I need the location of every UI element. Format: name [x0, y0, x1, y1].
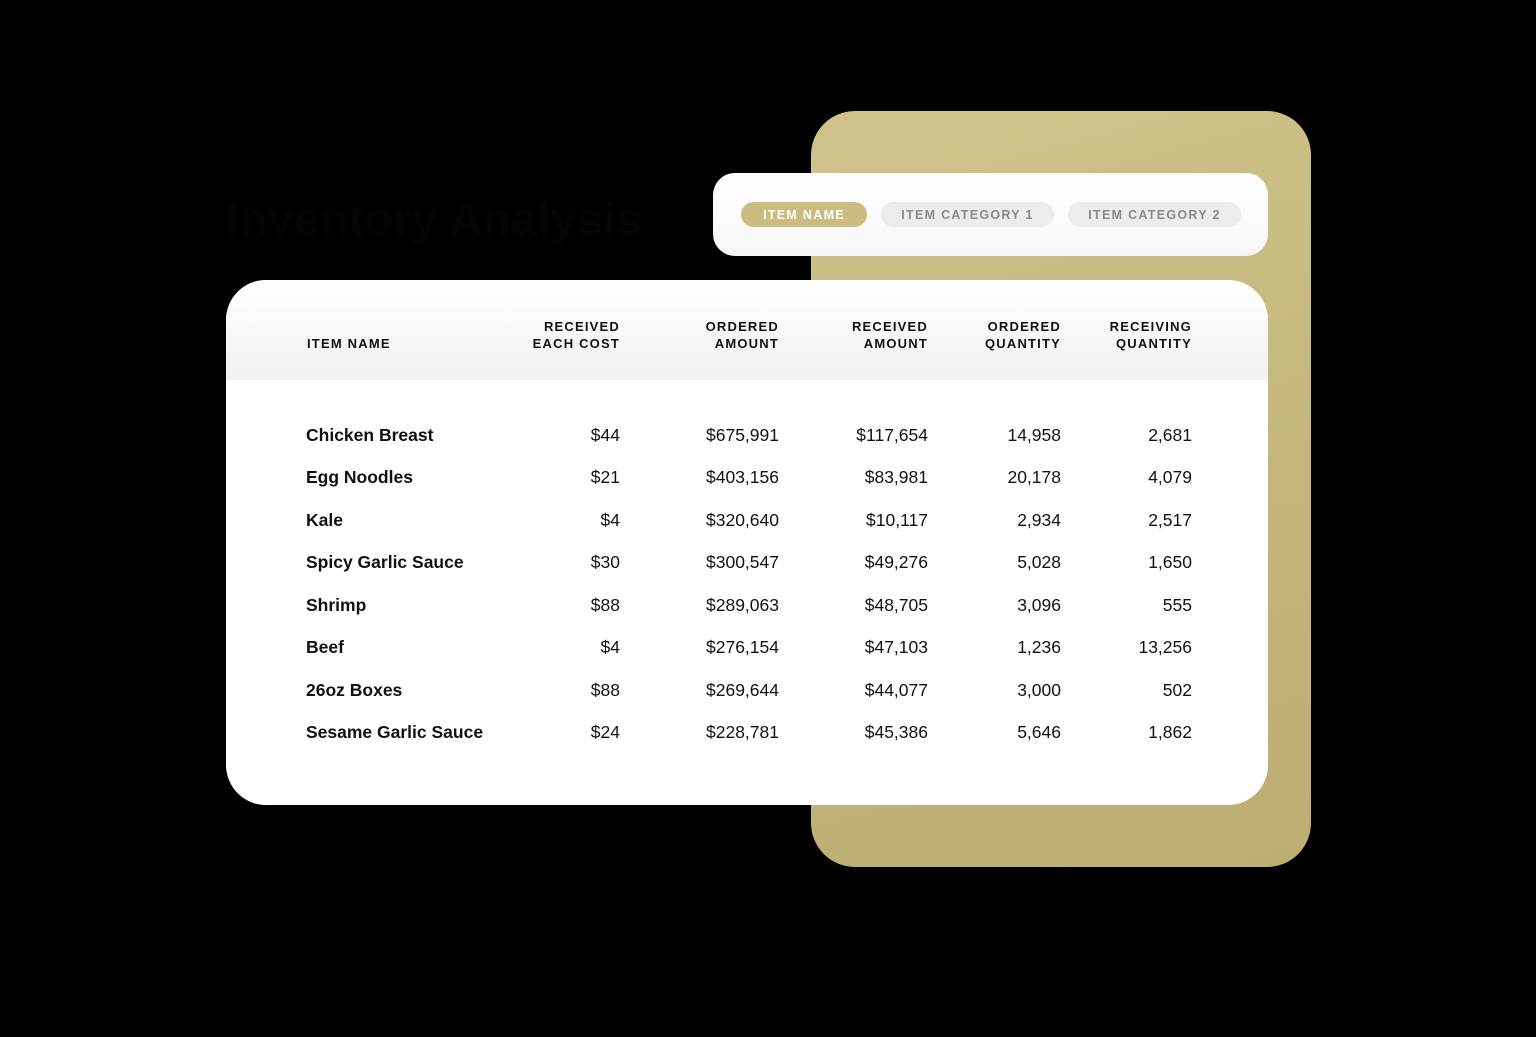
cell-received-amount: $10,117: [866, 510, 928, 530]
cell-received-each-cost: $21: [590, 467, 620, 487]
cell-received-each-cost: $4: [600, 510, 620, 530]
tab-bar: [713, 173, 1268, 256]
column-header-label-line2: QUANTITY: [984, 336, 1061, 351]
cell-received-each-cost: $30: [590, 552, 620, 572]
cell-item-name: Beef: [306, 637, 344, 657]
cell-item-name: Sesame Garlic Sauce: [306, 722, 484, 742]
tab-item-category-1[interactable]: ITEM CATEGORY 1: [881, 202, 1054, 227]
column-header-label-line2: AMOUNT: [714, 336, 779, 351]
cell-ordered-amount: $320,640: [706, 510, 779, 530]
table-row[interactable]: [226, 590, 1268, 620]
cell-item-name: Spicy Garlic Sauce: [306, 552, 464, 572]
column-header-ordered-quantity[interactable]: [985, 318, 1061, 352]
cell-ordered-amount: $675,991: [706, 425, 779, 445]
column-header-label: ITEM NAME: [307, 336, 391, 351]
table-header: [226, 280, 1268, 380]
column-header-label-line2: EACH COST: [532, 336, 620, 351]
cell-ordered-amount: $276,154: [706, 637, 779, 657]
cell-received-amount: $83,981: [864, 467, 928, 487]
cell-receiving-quantity: 4,079: [1148, 467, 1192, 487]
cell-ordered-quantity: 20,178: [1007, 467, 1061, 487]
cell-receiving-quantity: 1,862: [1148, 722, 1192, 742]
cell-ordered-quantity: 2,934: [1017, 510, 1061, 530]
cell-receiving-quantity: 502: [1162, 680, 1192, 700]
cell-receiving-quantity: 1,650: [1148, 552, 1192, 572]
cell-ordered-quantity: 3,096: [1017, 595, 1061, 615]
table-row[interactable]: [226, 632, 1268, 662]
table-row[interactable]: [226, 675, 1268, 705]
column-header-label-line1: ORDERED: [987, 319, 1061, 334]
cell-received-amount: $44,077: [864, 680, 928, 700]
table-row[interactable]: [226, 547, 1268, 577]
table-row[interactable]: [226, 505, 1268, 535]
cell-ordered-quantity: 14,958: [1007, 425, 1061, 445]
cell-received-amount: $45,386: [864, 722, 928, 742]
cell-received-amount: $48,705: [864, 595, 928, 615]
cell-ordered-quantity: 1,236: [1017, 637, 1061, 657]
page-title: Inventory Analysis: [226, 193, 643, 245]
cell-ordered-amount: $403,156: [706, 467, 779, 487]
cell-received-each-cost: $44: [590, 425, 620, 445]
table-row[interactable]: [226, 420, 1268, 450]
cell-ordered-amount: $269,644: [706, 680, 779, 700]
cell-received-amount: $47,103: [864, 637, 928, 657]
column-header-received-amount[interactable]: [852, 318, 928, 352]
table-row[interactable]: [226, 462, 1268, 492]
cell-ordered-quantity: 5,028: [1017, 552, 1061, 572]
cell-ordered-amount: $289,063: [706, 595, 779, 615]
cell-item-name: Shrimp: [306, 595, 367, 615]
cell-received-each-cost: $88: [590, 595, 620, 615]
column-header-label-line1: ORDERED: [705, 319, 779, 334]
column-header-label-line1: RECEIVING: [1109, 319, 1192, 334]
cell-received-amount: $49,276: [864, 552, 928, 572]
cell-item-name: Kale: [306, 510, 343, 530]
cell-received-each-cost: $24: [590, 722, 620, 742]
column-header-receiving-quantity[interactable]: [1110, 318, 1192, 352]
cell-ordered-quantity: 3,000: [1017, 680, 1061, 700]
cell-ordered-amount: $228,781: [706, 722, 779, 742]
cell-item-name: Egg Noodles: [306, 467, 413, 487]
tab-item-name[interactable]: ITEM NAME: [741, 202, 867, 227]
cell-ordered-amount: $300,547: [706, 552, 779, 572]
cell-item-name: Chicken Breast: [306, 425, 434, 445]
column-header-label-line2: AMOUNT: [863, 336, 928, 351]
cell-receiving-quantity: 2,681: [1148, 425, 1192, 445]
cell-received-amount: $117,654: [856, 425, 928, 445]
column-header-label-line1: RECEIVED: [851, 319, 928, 334]
column-header-received-each-cost[interactable]: [533, 318, 620, 352]
cell-receiving-quantity: 2,517: [1148, 510, 1192, 530]
cell-ordered-quantity: 5,646: [1017, 722, 1061, 742]
cell-receiving-quantity: 13,256: [1138, 637, 1192, 657]
column-header-item-name[interactable]: [307, 335, 391, 352]
cell-item-name: 26oz Boxes: [306, 680, 403, 700]
column-header-ordered-amount[interactable]: [706, 318, 779, 352]
cell-receiving-quantity: 555: [1162, 595, 1192, 615]
cell-received-each-cost: $88: [590, 680, 620, 700]
inventory-table: [226, 280, 1268, 805]
tab-item-category-2[interactable]: ITEM CATEGORY 2: [1068, 202, 1241, 227]
column-header-label-line1: RECEIVED: [543, 319, 620, 334]
table-row[interactable]: [226, 717, 1268, 747]
cell-received-each-cost: $4: [600, 637, 620, 657]
column-header-label-line2: QUANTITY: [1115, 336, 1192, 351]
